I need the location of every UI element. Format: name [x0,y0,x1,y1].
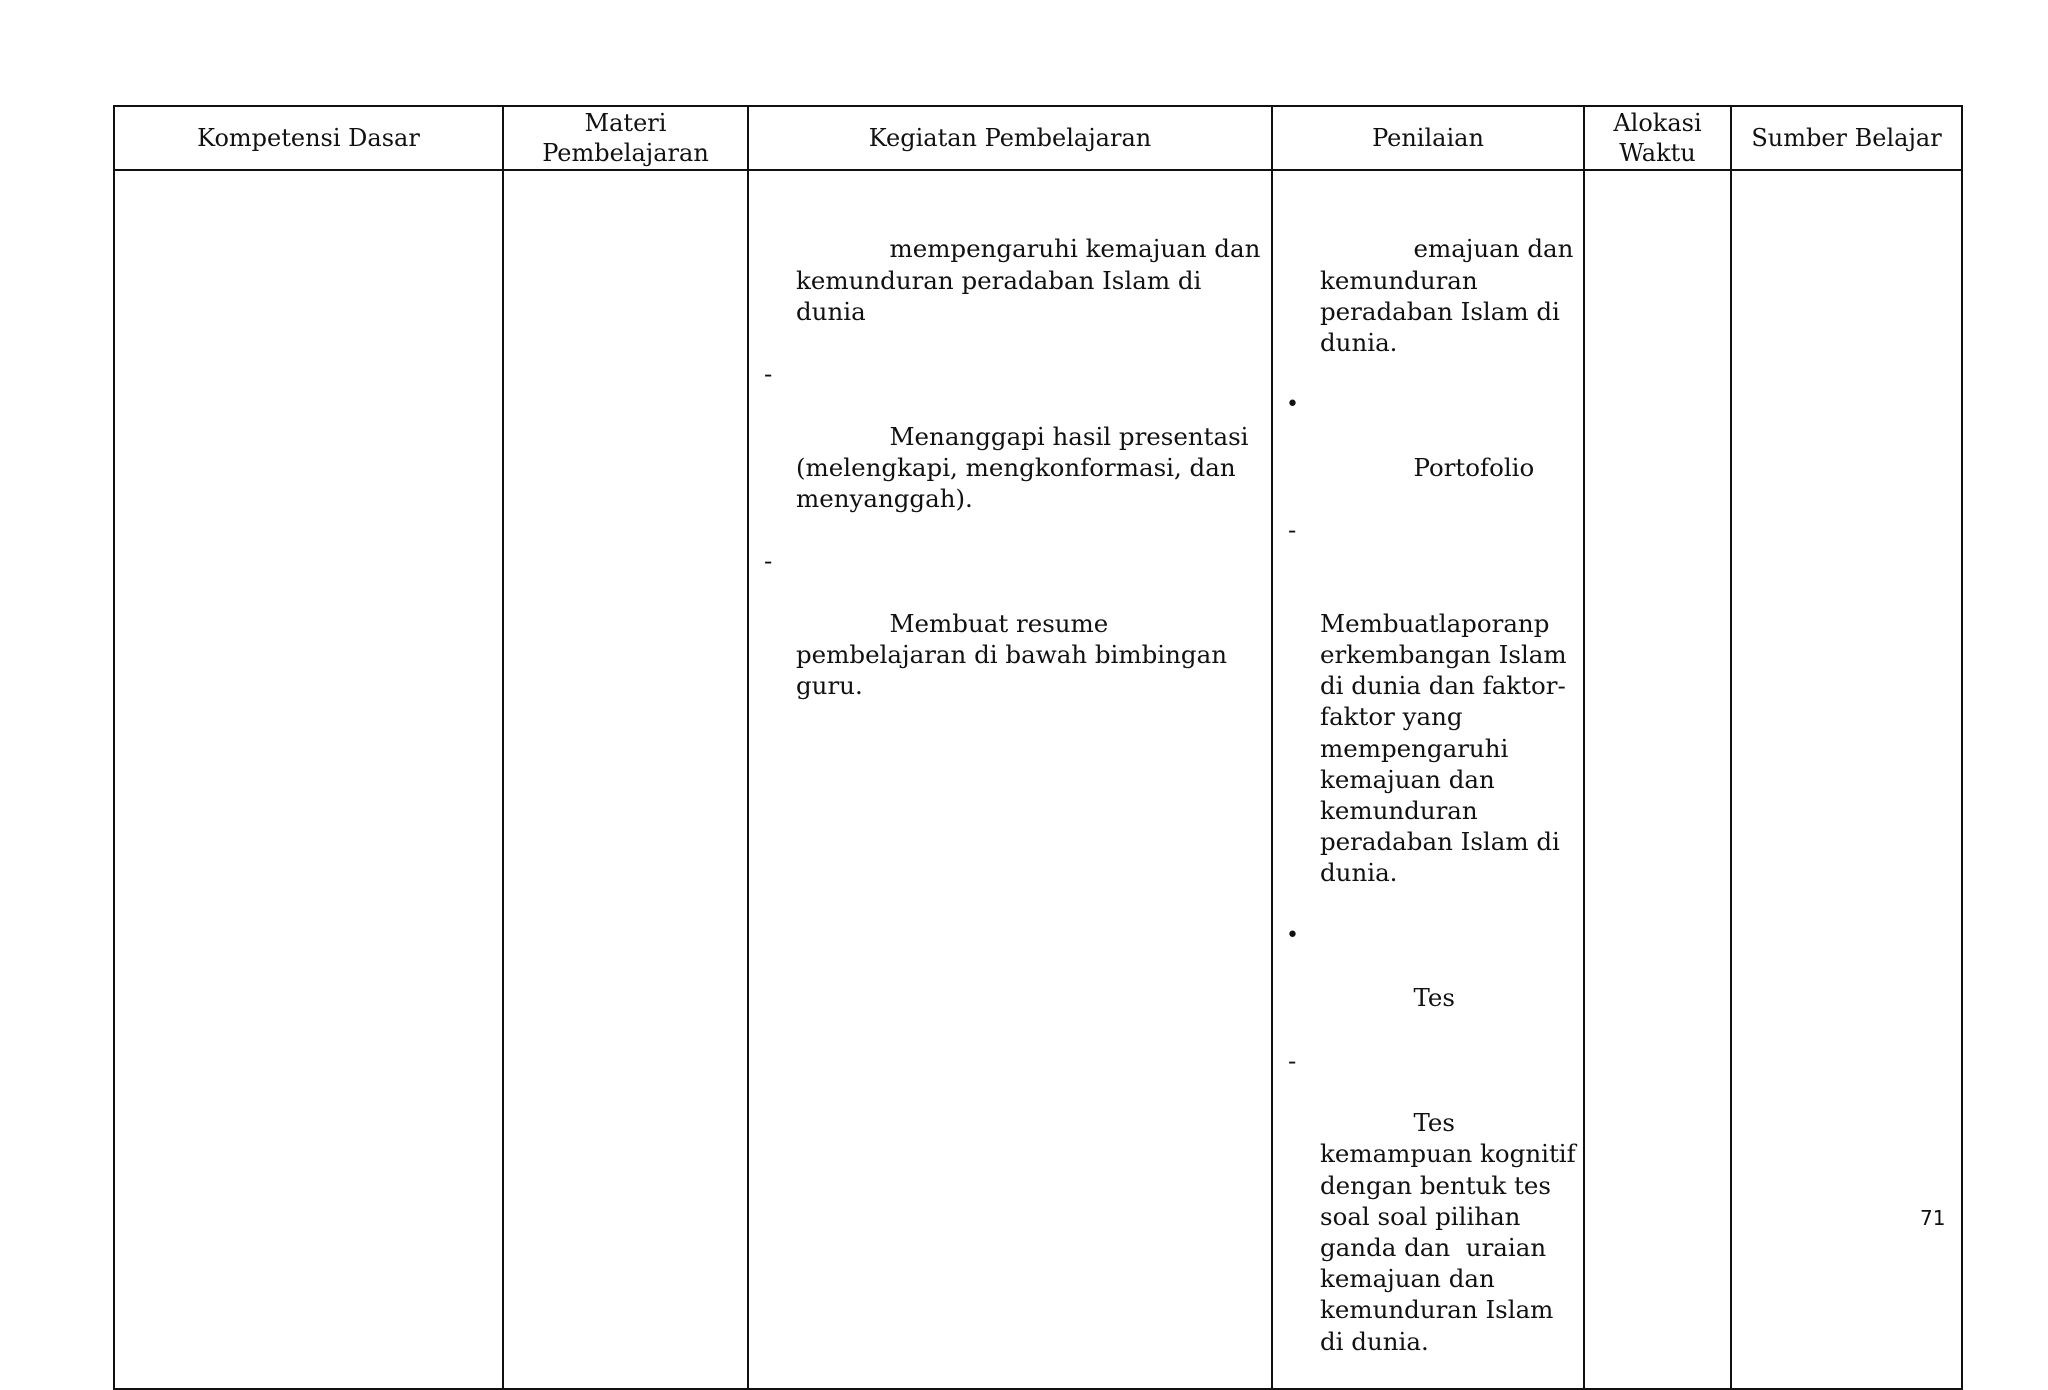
list-item [749,358,1261,545]
list-item [1273,171,1582,389]
list-item-text: Portofolio [1413,452,1535,482]
list-item-text: Tes [1413,983,1455,1013]
bullet-icon: • [1286,392,1299,418]
cell-kompetensi-dasar [114,170,503,1389]
list-item-text: mempengaruhi kemajuan dan kemunduran peradaban Islam di dunia [796,234,1269,326]
list-item-text: Tes kemampuan kognitif dengan bentuk tes soal soal pilihan ganda dan uraian kemajuan dan kemunduran Islam di dunia. [1320,1108,1584,1356]
list-item [1273,920,1579,1045]
header-alokasi-waktu: Alokasi Waktu [1584,106,1731,170]
header-sumber-belajar: Sumber Belajar [1731,106,1962,170]
table-row [114,170,1962,1389]
dash-marker: - [764,359,773,389]
header-kegiatan-pembelajaran: Kegiatan Pembelajaran [748,106,1272,170]
cell-kegiatan-pembelajaran [748,170,1272,1389]
cell-alokasi-waktu [1584,170,1731,1389]
list-item [749,171,1269,358]
list-item [1273,514,1579,920]
header-kompetensi-dasar: Kompetensi Dasar [114,106,503,170]
list-item-text: emajuan dan kemunduran peradaban Islam di dunia. [1320,234,1582,358]
header-materi-pembelajaran: Materi Pembelajaran [503,106,748,170]
dash-marker: - [1288,1045,1297,1075]
cell-penilaian [1272,170,1584,1389]
header-penilaian: Penilaian [1272,106,1584,170]
bullet-icon: • [1286,922,1299,948]
list-item-text: Menanggapi hasil presentasi (melengkapi, mengkonformasi, dan menyanggah). [796,421,1257,514]
header-row [114,106,1962,170]
dash-marker: - [764,546,773,576]
list-item [1273,389,1579,514]
page-number: 71 [1920,1206,1946,1230]
dash-marker: - [1288,515,1297,545]
list-item-text: Membuatlaporanp erkembangan Islam di dunia dan faktor-faktor yang mempengaruhi kemajuan dan kemunduran peradaban Islam di dunia. [1320,608,1575,888]
curriculum-table [113,105,1963,1390]
list-item [1273,1045,1584,1388]
list-item [749,545,1261,732]
list-item-text: Membuat resume pembelajaran di bawah bimbingan guru. [796,608,1235,701]
cell-materi-pembelajaran [503,170,748,1389]
